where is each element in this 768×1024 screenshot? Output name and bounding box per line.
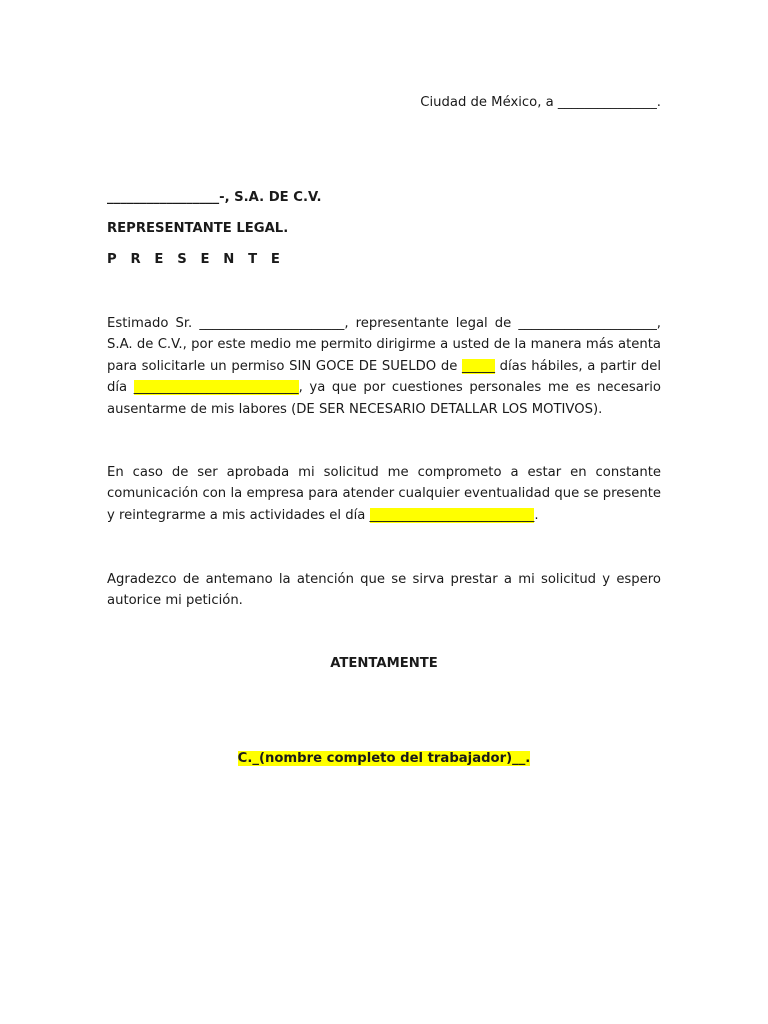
signature-name: C._(nombre completo del trabajador)__. [237,751,531,766]
closing-heading: ATENTAMENTE [330,656,438,671]
request-text-3: , ya que por cuestiones personales me es necesario ausentarme de mis labores (DE SER NECESARIO DETALLAR LOS MOTIVOS). [107,380,661,417]
return-date-blank: _________________________ [369,507,535,523]
representative-line: REPRESENTANTE LEGAL. [107,221,289,236]
company-line: _________________-, S.A. DE C.V. [107,190,322,205]
commitment-paragraph [107,462,661,526]
request-text-1: Estimado Sr. ______________________, representante legal de _____________________, S.A. de C.V., por este medio me permito dirigirme a usted de la manera más atenta para solicitarle un permiso SIN GOCE DE SUELDO de [107,316,661,374]
presente-heading: P R E S E N T E [107,252,285,267]
request-paragraph [107,313,661,420]
commitment-text-1: En caso de ser aprobada mi solicitud me comprometo a estar en constante comunicación con la empresa para atender cualquier eventualidad que se presente y reintegrarme a mis actividades el día [107,465,661,523]
days-blank: _____ [461,358,495,374]
date-line: Ciudad de México, a _______________. [420,95,661,110]
commitment-text-2: . [534,507,539,523]
thanks-paragraph: Agradezco de antemano la atención que se sirva prestar a mi solicitud y espero autorice mi petición. [107,572,661,609]
request-text-2: días hábiles, a partir del día [107,358,661,396]
signature-block [0,748,768,769]
start-date-blank: _________________________ [133,380,299,396]
